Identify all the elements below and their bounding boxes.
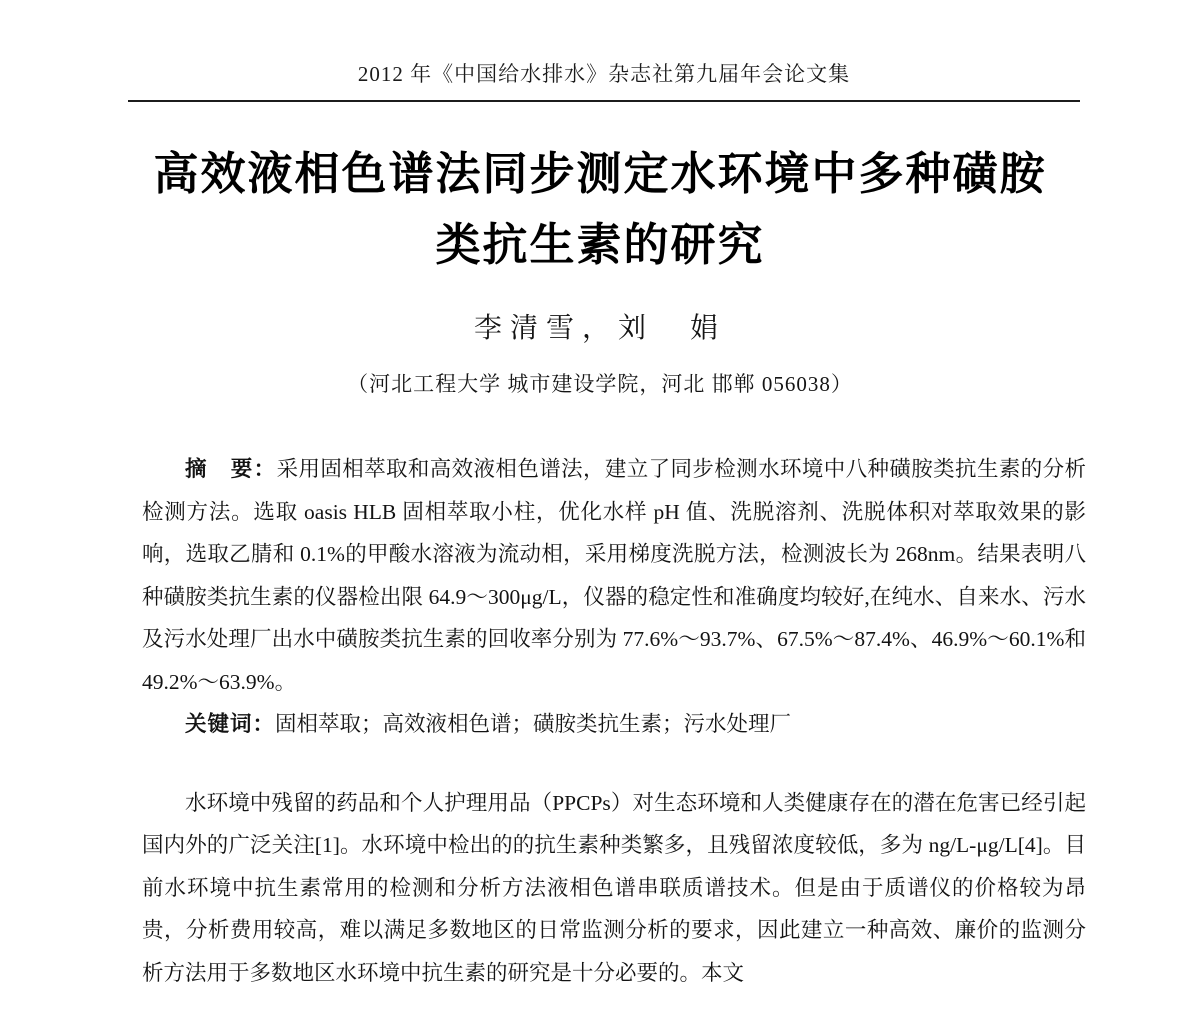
paper-title-line2: 类抗生素的研究 (435, 219, 765, 270)
paper-page (0, 58, 1200, 1010)
affiliation: （河北工程大学 城市建设学院，河北 邯郸 056038） (347, 372, 853, 396)
text-block (142, 448, 1086, 994)
paper-title-line1: 高效液相色谱法同步测定水环境中多种磺胺 (153, 148, 1047, 199)
abstract-label: 摘 要： (185, 457, 277, 481)
abstract-text: 采用固相萃取和高效液相色谱法，建立了同步检测水环境中八种磺胺类抗生素的分析检测方法。选取 oasis HLB 固相萃取小柱，优化水样 pH 值、洗脱溶剂、洗脱体积对萃取效果的影响，选取乙腈和 0.1%的甲酸水溶液为流动相，采用梯度洗脱方法，检测波长为 268nm。结果表明八种磺胺类抗生素的仪器检出限 64.9～300μg/L，仪器的稳定性和准确度均较好,在纯水、自来水、污水及污水处理厂出水中磺胺类抗生素的回收率分别为 77.6%～93.7%、67.5%～87.4%、46.9%～60.1%和 49.2%～63.9%。 (142, 457, 1086, 694)
keywords-paragraph (142, 703, 1086, 746)
journal-header: 2012 年《中国给水排水》杂志社第九届年会论文集 (357, 62, 851, 86)
authors: 李清雪，刘 娟 (473, 313, 726, 344)
keywords-label: 关键词： (185, 712, 276, 736)
header-divider (128, 100, 1080, 102)
body-paragraph: 水环境中残留的药品和个人护理用品（PPCPs）对生态环境和人类健康存在的潜在危害已经引起国内外的广泛关注[1]。水环境中检出的的抗生素种类繁多，且残留浓度较低，多为 ng/L-μg/L[4]。目前水环境中抗生素常用的检测和分析方法液相色谱串联质谱技术。但是由于质谱仪的价格较为昂贵，分析费用较高，难以满足多数地区的日常监测分析的要求，因此建立一种高效、廉价的监测分析方法用于多数地区水环境中抗生素的研究是十分必要的。本文 (142, 790, 1086, 985)
abstract-paragraph (142, 448, 1086, 703)
paper-title (90, 138, 1110, 280)
keywords-text: 固相萃取；高效液相色谱；磺胺类抗生素；污水处理厂 (275, 712, 792, 736)
